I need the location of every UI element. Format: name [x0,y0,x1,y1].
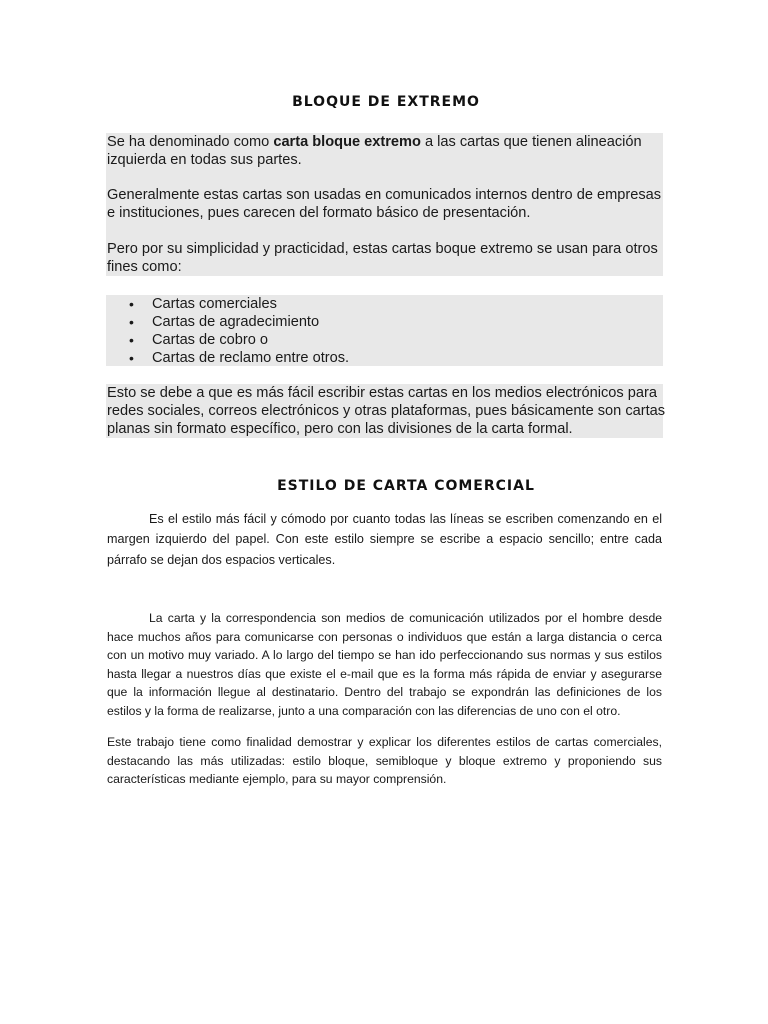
paragraph-definition-lead: Se ha denominado como [107,134,274,150]
bullet-icon: • [129,296,134,312]
paragraph-reason: Esto se debe a que es más fácil escribir estas cartas en los medios electrónicos para redes sociales, correos electrónicos y otras plataformas, pues básicamente son cartas planas sin formato específico, pero con las divisiones de la carta formal. [107,385,666,437]
bullet-icon: • [129,332,134,348]
list-item-text: Cartas de agradecimiento [152,314,320,330]
heading-estilo-carta-comercial: ESTILO DE CARTA COMERCIAL [277,478,535,494]
highlighted-block-reason [106,384,666,438]
list-item [106,313,349,331]
bullet-icon: • [129,350,134,366]
list-item [106,295,349,313]
list-item-text: Cartas de reclamo entre otros. [152,350,350,366]
list-item-text: Cartas comerciales [152,296,277,312]
paragraph-other-uses: Pero por su simplicidad y practicidad, estas cartas boque extremo se usan para otros fines como: [107,241,658,275]
list-item [106,331,349,349]
paragraph-definition [106,133,667,169]
bullet-icon: • [129,314,134,330]
paragraph-definition-rest: a las cartas que tienen alineación izquierda en todas sus partes. [107,134,642,168]
list-item [106,349,349,367]
term-carta-bloque-extremo: carta bloque extremo [273,134,421,150]
paragraph-purpose: Este trabajo tiene como finalidad demostrar y explicar los diferentes estilos de cartas comerciales, destacando las más utilizadas: estilo bloque, semibloque y bloque extremo y proponiendo sus características mediante ejemplo, para su mayor comprensión. [107,735,662,787]
paragraph-introduction: La carta y la correspondencia son medios de comunicación utilizados por el hombre desde hace muchos años para comunicarse con personas o individuos que están a larga distancia o cerca con un motivo muy variado. A lo largo del tiempo se han ido perfeccionando sus normas y sus estilos hasta llegar a nuestros días que existe el e-mail que es la forma más rápida de enviar y asegurarse que la información llegue al destinatario. Dentro del trabajo se expondrán las definiciones de los estilos y la forma de realizarse, junto a una comparación con las diferencias de uno con el otro. [107,611,662,718]
heading-bloque-extremo: BLOQUE DE EXTREMO [292,94,480,110]
paragraph-usage: Generalmente estas cartas son usadas en comunicados internos dentro de empresas e instituciones, pues carecen del formato básico de presentación. [107,187,662,221]
list-item-text: Cartas de cobro o [152,332,269,348]
highlighted-block-intro [106,133,663,276]
highlighted-block-list [106,295,663,366]
bullet-list [106,295,349,367]
paragraph-style-description: Es el estilo más fácil y cómodo por cuanto todas las líneas se escriben comenzando en el margen izquierdo del papel. Con este estilo siempre se escribe a espacio sencillo; entre cada párrafo se dejan dos espacios verticales. [107,512,662,567]
